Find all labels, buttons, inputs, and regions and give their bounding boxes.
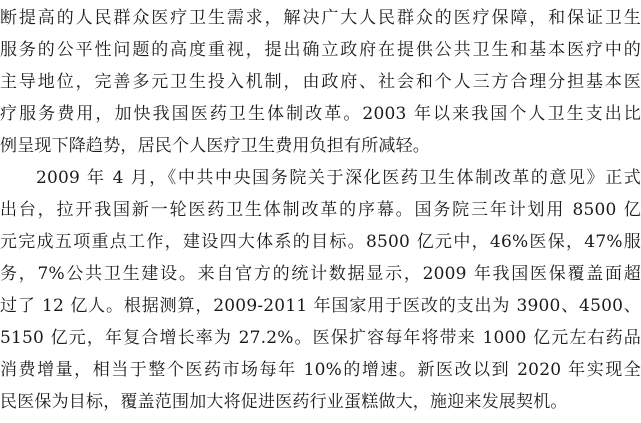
text-line: 过了 12 亿人。根据测算，2009-2011 年国家用于医改的支出为 3900、4500、 (0, 296, 641, 316)
text-line: 消费增量，相当于整个医药市场每年 10%的增速。新医改以到 2020 年实现全 (0, 360, 641, 380)
text-line: 疗服务费用，加快我国医药卫生体制改革。2003 年以来我国个人卫生支出比 (0, 104, 641, 124)
text-line: 服务的公平性问题的高度重视，提出确立政府在提供公共卫生和基本医疗中的 (0, 40, 641, 60)
text-line: 例呈现下降趋势，居民个人医疗卫生费用负担有所减轻。 (0, 136, 430, 156)
text-line: 务，7%公共卫生建设。来自官方的统计数据显示，2009 年我国医保覆盖面超 (0, 264, 641, 284)
text-line: 主导地位，完善多元卫生投入机制，由政府、社会和个人三方合理分担基本医 (0, 72, 641, 92)
text-line: 5150 亿元，年复合增长率为 27.2%。医保扩容每年将带来 1000 亿元左右药品 (0, 328, 641, 348)
text-line: 出台，拉开我国新一轮医药卫生体制改革的序幕。国务院三年计划用 8500 亿 (0, 200, 641, 220)
text-line: 民医保为目标，覆盖范围加大将促进医药行业蛋糕做大，施迎来发展契机。 (0, 392, 568, 412)
text-line: 断提高的人民群众医疗卫生需求，解决广大人民群众的医疗保障，和保证卫生 (0, 8, 641, 28)
text-line: 元完成五项重点工作，建设四大体系的目标。8500 亿元中，46%医保，47%服 (0, 232, 641, 252)
text-line: 2009 年 4 月，《中共中央国务院关于深化医药卫生体制改革的意见》正式 (36, 168, 641, 188)
